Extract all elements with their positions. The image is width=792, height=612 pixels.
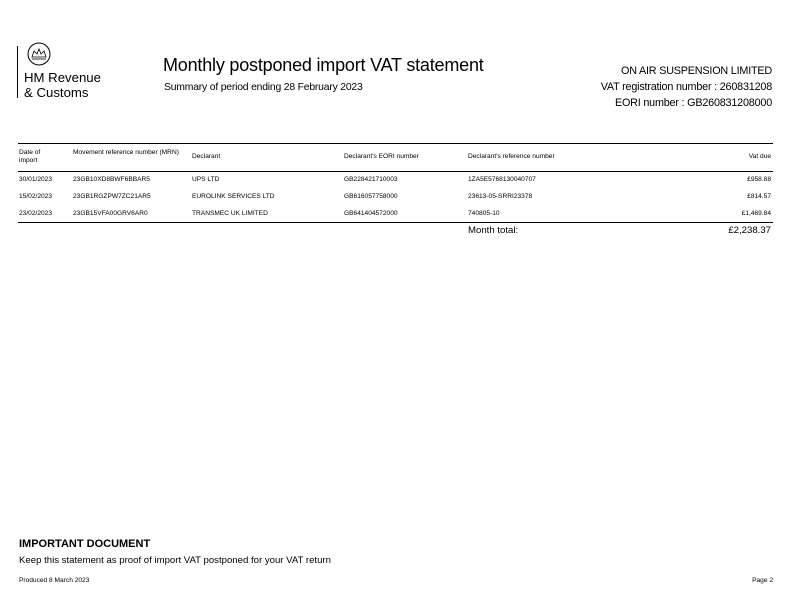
important-document-title: IMPORTANT DOCUMENT	[19, 538, 151, 550]
period-summary: Summary of period ending 28 February 2023	[164, 82, 363, 93]
cell-declarant: EUROLINK SERVICES LTD	[192, 193, 275, 200]
cell-date: 30/01/2023	[19, 176, 53, 183]
month-total-label: Month total:	[468, 225, 519, 236]
cell-mrn: 23GB15VFA00GRV6AR0	[73, 210, 148, 217]
logo-line-2: & Customs	[24, 84, 89, 100]
cell-vat-due: £814.57	[747, 193, 771, 200]
cell-mrn: 23GB1RGZPW7ZC21AR5	[73, 193, 151, 200]
table-top-rule	[18, 143, 773, 144]
cell-eori: GB641404572000	[344, 210, 398, 217]
column-header-vat-due: Vat due	[748, 153, 771, 160]
cell-date: 15/02/2023	[19, 193, 53, 200]
vat-registration: VAT registration number : 260831208	[600, 81, 772, 93]
page-number: Page 2	[752, 577, 773, 584]
cell-reference: 740805-10	[468, 210, 500, 217]
produced-date: Produced 8 March 2023	[19, 577, 90, 584]
eori-number: EORI number : GB260831208000	[614, 97, 772, 109]
month-total-value: £2,238.37	[728, 225, 771, 236]
column-header-eori: Declarant's EORI number	[344, 153, 419, 160]
cell-eori: GB228421710003	[344, 176, 398, 183]
cell-vat-due: £958.88	[747, 176, 771, 183]
hmrc-logo-text	[24, 71, 101, 100]
cell-declarant: TRANSMEC UK LIMITED	[192, 210, 268, 217]
column-header-declarant: Declarant	[192, 153, 221, 160]
company-name: ON AIR SUSPENSION LIMITED	[621, 65, 772, 77]
logo-line-1: HM Revenue	[24, 70, 101, 85]
important-document-text: Keep this statement as proof of import VAT postponed for your VAT return	[19, 555, 331, 566]
table-header-rule	[18, 171, 773, 172]
table-bottom-rule	[18, 222, 773, 223]
company-details	[601, 63, 772, 111]
cell-eori: GB616057758000	[344, 193, 398, 200]
cell-vat-due: £1,469.84	[741, 210, 771, 217]
page-title: Monthly postponed import VAT statement	[163, 55, 484, 75]
logo-divider	[17, 46, 18, 98]
column-header-date: Date of import	[19, 149, 41, 164]
column-header-mrn: Movement reference number (MRN)	[73, 149, 179, 156]
cell-date: 23/02/2023	[19, 210, 53, 217]
cell-declarant: UPS LTD	[192, 176, 220, 183]
cell-reference: 1ZA5E5768130040707	[468, 176, 536, 183]
cell-reference: 23613-05-SRRI23378	[468, 193, 533, 200]
column-header-reference: Declarant's reference number	[468, 153, 555, 160]
cell-mrn: 23GB10XD8BWF6BBAR5	[73, 176, 150, 183]
table-row	[0, 176, 792, 189]
crown-crest-icon	[22, 41, 56, 67]
table-row	[0, 193, 792, 206]
